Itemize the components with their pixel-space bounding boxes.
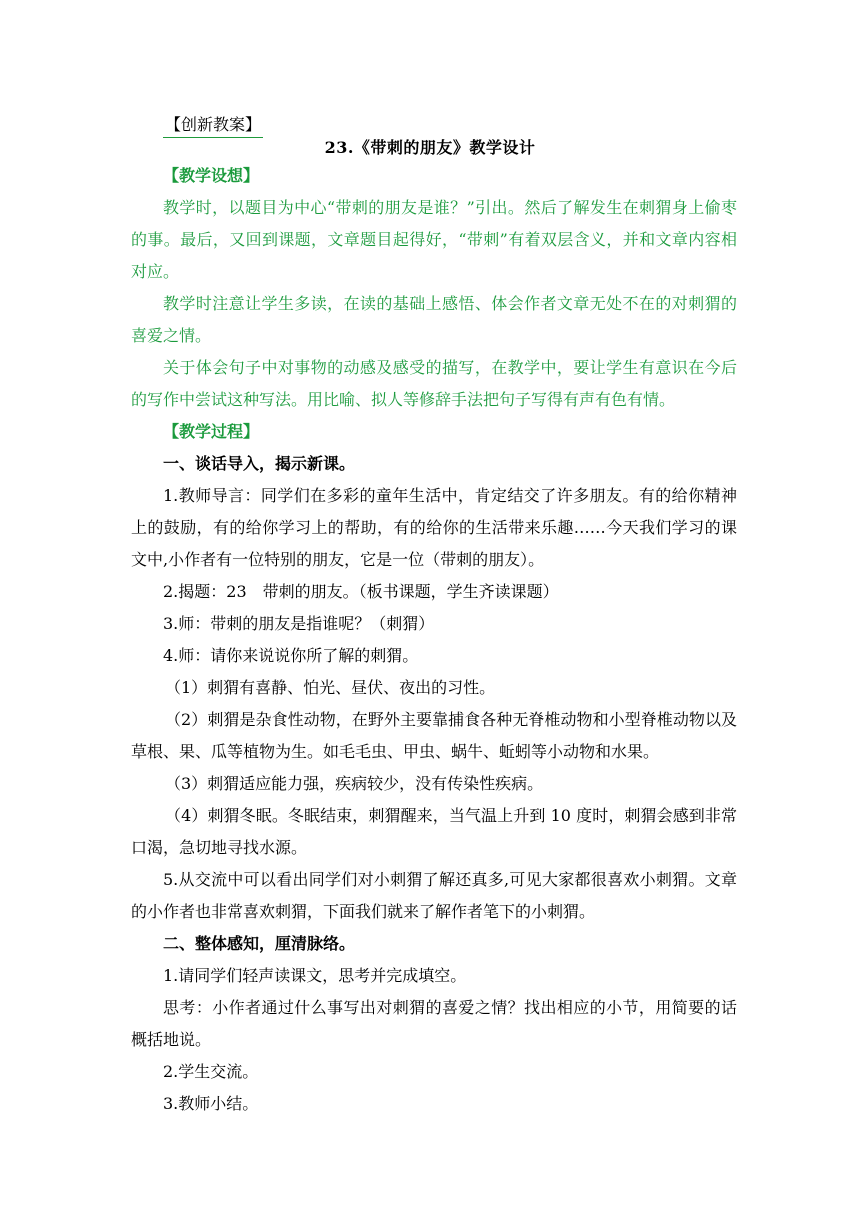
hedgehog-fact-2: （2）刺猬是杂食性动物，在野外主要靠捕食各种无脊椎动物和小型脊椎动物以及草根、果、瓜等植物为生。如毛毛虫、甲虫、蜗牛、蚯蚓等小动物和水果。	[131, 710, 737, 761]
teaching-idea-paragraph-2: 教学时注意让学生多读，在读的基础上感悟、体会作者文章无处不在的对刺猬的喜爱之情。	[131, 294, 737, 345]
teaching-idea-paragraph-1: 教学时，以题目为中心“带刺的朋友是谁？”引出。然后了解发生在刺猬身上偷枣的事。最后，又回到课题，文章题目起得好，“带刺”有着双层含义，并和文章内容相对应。	[131, 198, 737, 281]
part-two-heading: 二、整体感知，厘清脉络。	[163, 934, 356, 953]
hedgehog-fact-3: （3）刺猬适应能力强，疾病较少，没有传染性疾病。	[165, 774, 544, 793]
part-two-step-1: 1.请同学们轻声读课文，思考并完成填空。	[163, 966, 467, 985]
part-two-step-3: 3.教师小结。	[163, 1094, 259, 1113]
hedgehog-fact-4: （4）刺猬冬眠。冬眠结束，刺猬醒来，当气温上升到 10 度时，刺猬会感到非常口渴，急切地寻找水源。	[131, 806, 737, 857]
teaching-idea-heading: 【教学设想】	[163, 166, 260, 185]
part-one-step-2: 2.揭题：23 带刺的朋友。（板书课题，学生齐读课题）	[163, 582, 559, 601]
teaching-process-heading: 【教学过程】	[163, 422, 260, 441]
hedgehog-fact-1: （1）刺猬有喜静、怕光、昼伏、夜出的习性。	[165, 678, 496, 697]
part-one-step-4: 4.师：请你来说说你所了解的刺猬。	[163, 646, 419, 665]
part-one-step-3: 3.师：带刺的朋友是指谁呢？（刺猬）	[163, 614, 435, 633]
teaching-idea-paragraph-3: 关于体会句子中对事物的动感及感受的描写，在教学中，要让学生有意识在今后的写作中尝试这种写法。用比喻、拟人等修辞手法把句子写得有声有色有情。	[131, 358, 737, 409]
document-body	[131, 160, 737, 1120]
document-title: 23.《带刺的朋友》教学设计	[324, 138, 536, 157]
part-one-step-5: 5.从交流中可以看出同学们对小刺猬了解还真多,可见大家都很喜欢小刺猬。文章的小作者也非常喜欢刺猬，下面我们就来了解作者笔下的小刺猬。	[131, 870, 737, 921]
part-two-step-2: 2.学生交流。	[163, 1062, 259, 1081]
part-two-think-prompt: 思考：小作者通过什么事写出对刺猬的喜爱之情？找出相应的小节，用简要的话概括地说。	[131, 998, 737, 1049]
part-one-heading: 一、谈话导入，揭示新课。	[163, 454, 356, 473]
innovation-lesson-tag: 【创新教案】	[163, 114, 263, 138]
part-one-step-1: 1.教师导言：同学们在多彩的童年生活中，肯定结交了许多朋友。有的给你精神上的鼓励，有的给你学习上的帮助，有的给你的生活带来乐趣……今天我们学习的课文中,小作者有一位特别的朋友，它是一位（带刺的朋友）。	[131, 486, 737, 569]
